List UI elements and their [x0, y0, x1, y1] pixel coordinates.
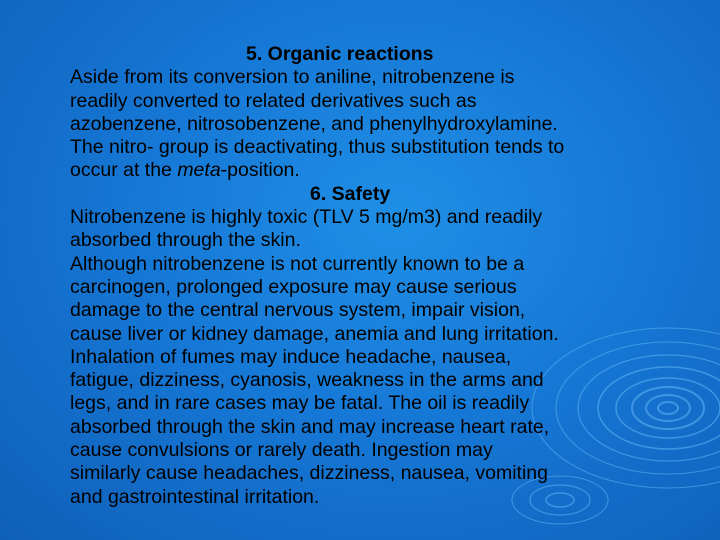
text-line: The nitro- group is deactivating, thus substitution tends to	[70, 136, 565, 159]
text-line: Inhalation of fumes may induce headache, nausea,	[70, 345, 512, 368]
text-line: readily converted to related derivatives such as	[70, 89, 477, 112]
text-line: Nitrobenzene is highly toxic (TLV 5 mg/m3) and readily	[70, 206, 543, 229]
text-line: carcinogen, prolonged exposure may cause serious	[70, 275, 517, 298]
text-line: legs, and in rare cases may be fatal. The oil is readily	[70, 392, 530, 415]
text-line: similarly cause headaches, dizziness, nausea, vomiting	[70, 462, 548, 485]
text-line: absorbed through the skin and may increase heart rate,	[70, 415, 550, 438]
text-line: Although nitrobenzene is not currently known to be a	[70, 252, 525, 275]
paragraph	[70, 206, 690, 253]
italic-term: meta	[177, 159, 221, 182]
text-line: fatigue, dizziness, cyanosis, weakness in the arms and	[70, 369, 544, 392]
text-line	[70, 159, 690, 182]
text-line: absorbed through the skin.	[70, 229, 301, 252]
section-heading-organic-reactions: 5. Organic reactions	[246, 43, 434, 65]
section-heading-safety: 6. Safety	[310, 182, 391, 205]
text-line: and gastrointestinal irritation.	[70, 485, 320, 508]
paragraph	[70, 66, 690, 182]
text-line: azobenzene, nitrosobenzene, and phenylhydroxylamine.	[70, 112, 558, 135]
text-line: cause convulsions or rarely death. Ingestion may	[70, 439, 493, 462]
text-line: Aside from its conversion to aniline, nitrobenzene is	[70, 66, 515, 89]
text-fragment: occur at the	[70, 159, 178, 182]
text-fragment: -position.	[220, 159, 300, 182]
text-line: damage to the central nervous system, impair vision,	[70, 299, 526, 322]
slide-content	[70, 43, 690, 509]
paragraph	[70, 253, 690, 509]
text-line: cause liver or kidney damage, anemia and lung irritation.	[70, 322, 559, 345]
